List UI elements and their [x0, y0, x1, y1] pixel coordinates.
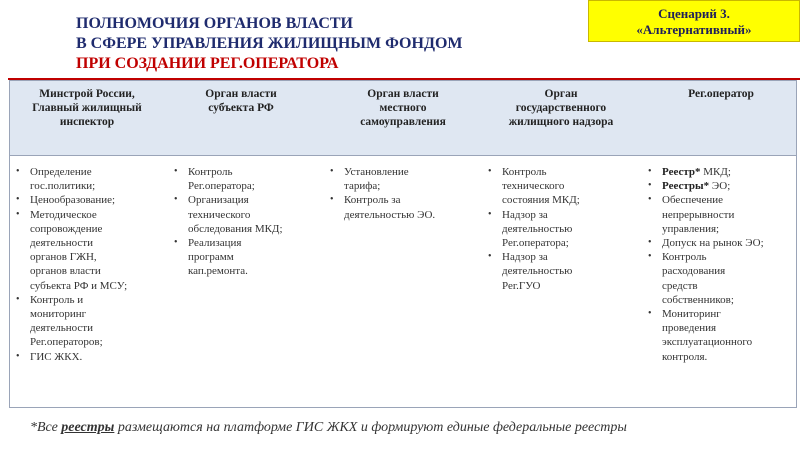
item-line: Рег.ГУО [502, 279, 541, 292]
item-line: Рег.операторов; [30, 336, 103, 349]
item-line: тарифа; [344, 180, 381, 193]
list-item [486, 250, 636, 293]
item-line: состояния МКД; [502, 194, 580, 207]
list-item [172, 165, 322, 193]
list-item [646, 179, 796, 193]
item-line: деятельности [30, 322, 93, 335]
column-local-government [328, 165, 478, 222]
header-subject-authority [166, 87, 316, 149]
scenario-badge [588, 0, 800, 42]
item-line: • Мониторинг [662, 308, 721, 321]
item-line: • Контроль и [30, 293, 84, 306]
item-line: технического [188, 208, 251, 221]
header-line: субъекта РФ [208, 102, 274, 114]
list-item [646, 165, 796, 179]
item-line: собственников; [662, 293, 734, 306]
footnote [30, 420, 627, 436]
item-line: деятельностью [502, 265, 573, 278]
header-line: Орган власти [205, 88, 277, 100]
item-line: непрерывности [662, 208, 735, 221]
header-regional-operator [646, 87, 796, 149]
item-line: • Надзор за [502, 208, 548, 221]
item-line: кап.ремонта. [188, 265, 248, 278]
footnote-keyword: реестры [61, 420, 115, 435]
item-line: • Контроль [188, 166, 233, 178]
item-line: контроля. [662, 350, 708, 363]
item-line: программ [188, 251, 234, 264]
list-item [486, 208, 636, 251]
item-line: • Контроль [502, 166, 547, 178]
list-item [646, 193, 796, 236]
item-line: управления; [662, 222, 720, 235]
header-line: государственного [515, 102, 607, 114]
list-item [646, 307, 796, 364]
item-line: Рег.оператора; [188, 180, 255, 193]
list-item [486, 165, 636, 208]
list-item [646, 236, 796, 250]
item-line [662, 165, 796, 179]
item-line: эксплуатационного [662, 336, 753, 349]
list-item [14, 193, 164, 207]
item-line: Рег.оператора; [502, 237, 569, 250]
title-line-3: ПРИ СОЗДАНИИ РЕГ.ОПЕРАТОРА [76, 55, 339, 72]
list-item [172, 193, 322, 236]
column-housing-supervision [486, 165, 636, 293]
column-ministry [14, 165, 164, 364]
column-regional-operator [646, 165, 796, 364]
item-line: технического [502, 180, 565, 193]
header-line: Минстрой России, [39, 88, 135, 100]
item-line: • Определение [30, 166, 92, 178]
list-item [14, 293, 164, 350]
item-line: • Надзор за [502, 251, 548, 264]
item-line: гос.политики; [30, 180, 96, 193]
header-ministry [12, 87, 162, 149]
item-line: средств [662, 279, 698, 292]
header-line: Рег.оператор [688, 88, 754, 100]
list-item [328, 193, 478, 221]
header-housing-supervision [486, 87, 636, 149]
item-line: • Контроль [662, 251, 707, 264]
item-line: • Допуск на рынок ЭО; [662, 237, 764, 250]
header-line: Главный жилищный [32, 102, 142, 114]
item-line: проведения [662, 322, 717, 335]
list-item [172, 236, 322, 279]
item-line: мониторинг [30, 308, 87, 321]
scenario-line-1: Сценарий 3. [658, 6, 730, 21]
item-line: расходования [662, 265, 726, 278]
list-item [14, 350, 164, 364]
item-text: ЭО; [709, 180, 731, 193]
item-line: органов власти [30, 265, 101, 278]
item-line: деятельности [30, 237, 93, 250]
bold-keyword: Реестр* [662, 166, 701, 178]
list-item [14, 208, 164, 293]
item-line: органов ГЖН, [30, 251, 97, 264]
scenario-line-2: «Альтернативный» [636, 22, 752, 37]
page-title [76, 14, 463, 74]
item-line: • Методическое [30, 208, 97, 221]
item-text: МКД; [700, 166, 731, 178]
bold-keyword: Реестры* [662, 180, 710, 193]
header-line: местного [379, 102, 427, 114]
item-line: • ГИС ЖКХ. [30, 350, 83, 363]
column-subject-authority [172, 165, 322, 279]
footnote-suffix: размещаются на платформе ГИС ЖКХ и формируют единые федеральные реестры [114, 420, 627, 435]
item-line: обследования МКД; [188, 222, 283, 235]
list-item [328, 165, 478, 193]
header-line: самоуправления [360, 116, 446, 128]
table-header [10, 81, 796, 156]
item-line [662, 179, 796, 193]
list-item [646, 250, 796, 307]
header-local-government [328, 87, 478, 149]
header-line: Орган власти [367, 88, 439, 100]
item-line: деятельностью [502, 222, 573, 235]
header-line: Орган [544, 88, 578, 100]
item-line: • Контроль за [344, 194, 401, 207]
item-line: • Организация [188, 194, 249, 207]
header-line: инспектор [59, 116, 115, 128]
item-line: • Ценообразование; [30, 194, 116, 207]
authority-table [9, 80, 797, 408]
item-line: • Установление [344, 166, 409, 178]
footnote-prefix: *Все [30, 420, 62, 435]
header-line: жилищного надзора [508, 116, 614, 128]
item-line: субъекта РФ и МСУ; [30, 279, 128, 292]
item-line: сопровождение [30, 222, 103, 235]
item-line: • Обеспечение [662, 194, 723, 207]
title-line-1: ПОЛНОМОЧИЯ ОРГАНОВ ВЛАСТИ [76, 15, 353, 32]
item-line: • Реализация [188, 237, 242, 250]
title-line-2: В СФЕРЕ УПРАВЛЕНИЯ ЖИЛИЩНЫМ ФОНДОМ [76, 35, 463, 52]
item-line: деятельностью ЭО. [344, 208, 436, 221]
list-item [14, 165, 164, 193]
